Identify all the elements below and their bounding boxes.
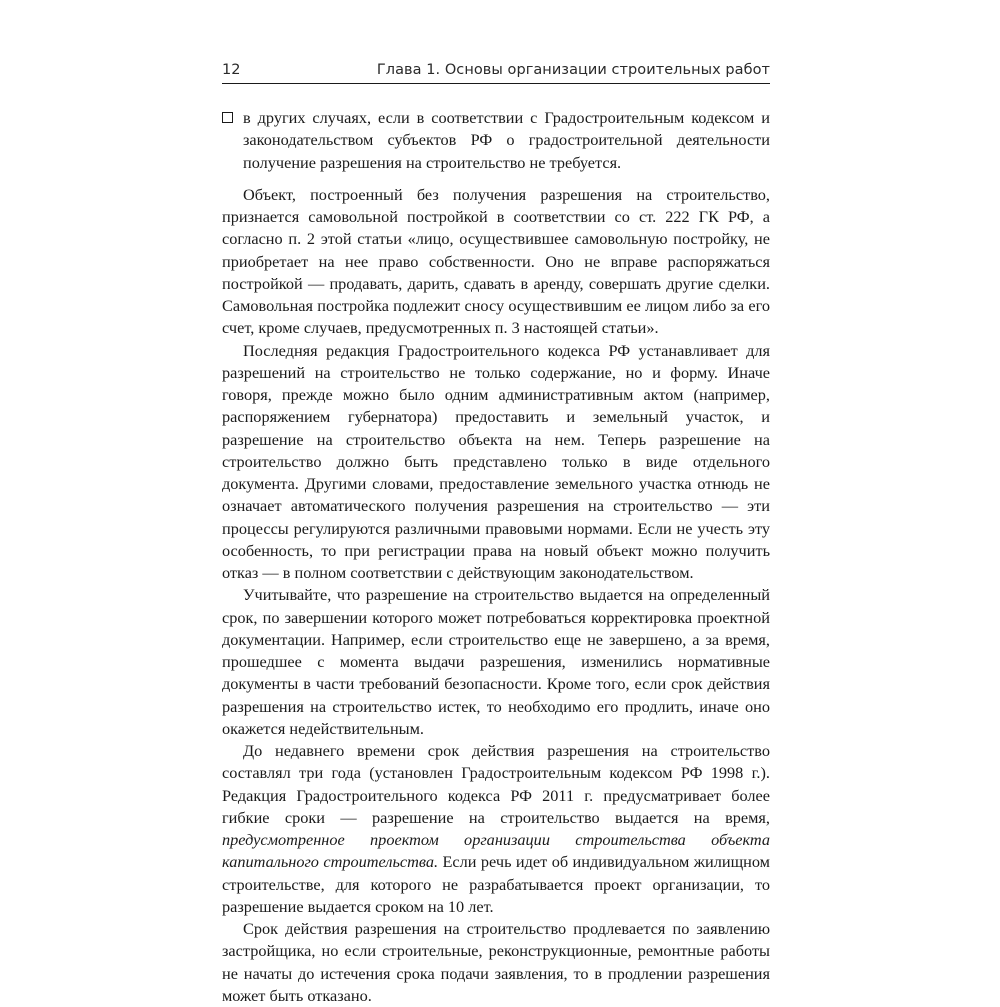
- page-header: [222, 62, 770, 84]
- bullet-list-item: [222, 107, 770, 174]
- paragraph-permit-extension: Срок действия разрешения на строительство продлевается по заявлению застройщика, но если строительные, реконструкционные, ремонтные работы не начаты до истечения срока подачи заявления, то в продлении разрешения может быть отказано.: [222, 919, 770, 1005]
- page-number: 12: [222, 62, 241, 78]
- paragraph-latest-edition: Последняя редакция Градостроительного кодекса РФ устанавливает для разрешений на строительство не только содержание, но и форму. Иначе говоря, прежде можно было одним административным актом (например, распоряжением губернатора) предоставить и земельный участок, и разрешение на строительство объекта на нем. Теперь разрешение на строительство должно быть представлено только в виде отдельного документа. Другими словами, предоставление земельного участка отнюдь не означает автоматического получения разрешения на строительство — эти процессы регулируются различными правовыми нормами. Если не учесть эту особенность, то при регистрации права на новый объект можно получить отказ — в полном соответствии с действующим законодательством.: [222, 340, 770, 582]
- paragraph-text-part: Если речь идет об индивидуальном жилищном строительстве, для которого не разрабатывается проект организации, то разрешение выдается сроком на 10 лет.: [222, 852, 770, 916]
- paragraph-permit-term: Учитывайте, что разрешение на строительство выдается на определенный срок, по завершении которого может потребоваться корректировка проектной документации. Например, если строительство еще не завершено, а за время, прошедшее с момента выдачи разрешения, изменились нормативные документы в части требований безопасности. Кроме того, если срок действия разрешения на строительство истек, то необходимо его продлить, иначе оно окажется недействительным.: [222, 585, 770, 738]
- paragraph-self-built-object: Объект, построенный без получения разрешения на строительство, признается самовольной постройкой в соответствии со ст. 222 ГК РФ, а согласно п. 2 этой статьи «лицо, осуществившее самовольную постройку, не приобретает на нее право собственности. Оно не вправе распоряжаться постройкой — продавать, дарить, сдавать в аренду, совершать другие сделки. Самовольная постройка подлежит сносу осуществившим ее лицом либо за его счет, кроме случаев, предусмотренных п. 3 настоящей статьи».: [222, 184, 770, 338]
- running-title: Глава 1. Основы организации строительных работ: [376, 62, 770, 78]
- italic-emphasis-text: предусмотренное проектом организации строительства объекта капитального строительства.: [222, 830, 770, 872]
- bullet-item-text: в других случаях, если в соответствии с Градостроительным кодексом и законодательством субъектов РФ о градостроительной деятельности получение разрешения на строительство не требуется.: [243, 108, 770, 172]
- paragraph-text-part: До недавнего времени срок действия разрешения на строительство составлял три года (установлен Градостроительным кодексом РФ 1998 г.). Редакция Градостроительного кодекса РФ 2011 г. предусматривает более гибкие сроки — разрешение на строительство выдается на время,: [222, 741, 770, 827]
- page-body: [222, 107, 770, 1007]
- checkbox-bullet-icon: [222, 112, 233, 123]
- book-page: [222, 62, 770, 1007]
- paragraph-permit-duration: [222, 740, 770, 918]
